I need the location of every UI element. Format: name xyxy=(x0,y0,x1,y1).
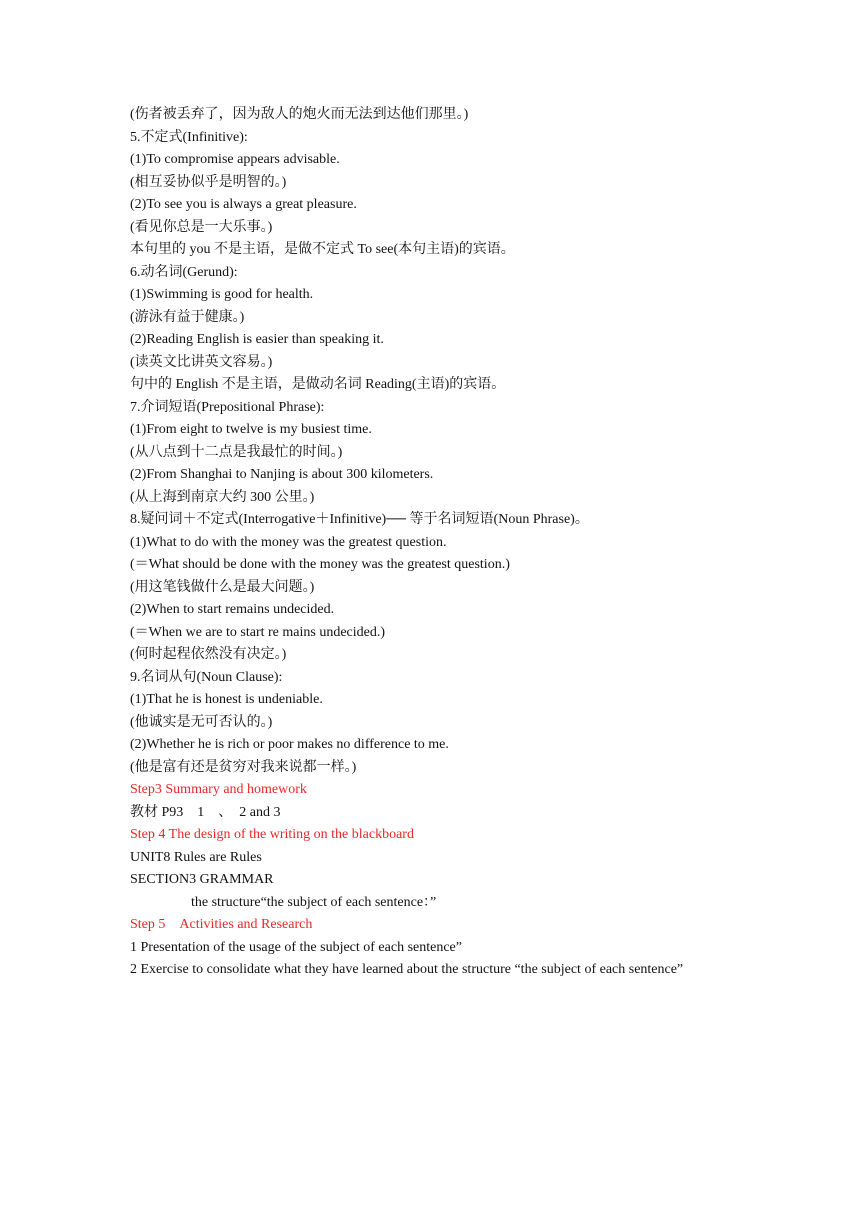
document-line: (1)That he is honest is undeniable. xyxy=(130,692,323,707)
document-line: 8.疑问词＋不定式(Interrogative＋Infinitive)── 等于名词短语(Noun Phrase)。 xyxy=(130,512,589,527)
step-heading: Step 5 Activities and Research xyxy=(130,917,313,932)
document-line: (1)To compromise appears advisable. xyxy=(130,152,340,167)
document-line: 9.名词从句(Noun Clause): xyxy=(130,669,283,685)
document-line: 6.动名词(Gerund): xyxy=(130,264,238,280)
document-line: (2)When to start remains undecided. xyxy=(130,602,335,617)
document-body xyxy=(130,104,830,982)
document-line: 2 Exercise to consolidate what they have learned about the structure “the subject of each sentence” xyxy=(130,962,684,977)
document-line: (读英文比讲英文容易。) xyxy=(130,354,273,370)
document-line: (游泳有益于健康。) xyxy=(130,309,245,325)
document-line: (＝What should be done with the money was the greatest question.) xyxy=(130,557,510,572)
document-line: SECTION3 GRAMMAR xyxy=(130,872,274,887)
document-line: UNIT8 Rules are Rules xyxy=(130,849,262,865)
blackboard-structure-line: the structure“the subject of each sentence：” xyxy=(191,894,437,910)
document-line: 5.不定式(Infinitive): xyxy=(130,129,248,145)
document-line: 教材 P93 1 、 2 and 3 xyxy=(130,804,281,820)
document-line: (伤者被丢弃了，因为敌人的炮火而无法到达他们那里。) xyxy=(130,107,469,122)
document-line: (从八点到十二点是我最忙的时间。) xyxy=(130,444,343,460)
document-line: (1)From eight to twelve is my busiest time. xyxy=(130,422,372,437)
document-line: (1)What to do with the money was the greatest question. xyxy=(130,534,447,550)
document-line: (2)From Shanghai to Nanjing is about 300 kilometers. xyxy=(130,467,434,482)
document-line: (2)To see you is always a great pleasure. xyxy=(130,197,357,212)
document-line: (相互妥协似乎是明智的。) xyxy=(130,174,287,190)
document-line: 1 Presentation of the usage of the subject of each sentence” xyxy=(130,939,462,955)
document-line: 7.介词短语(Prepositional Phrase): xyxy=(130,399,325,415)
document-line: (他是富有还是贫穷对我来说都一样。) xyxy=(130,759,357,775)
step-heading: Step 4 The design of the writing on the blackboard xyxy=(130,827,414,842)
document-line: 本句里的 you 不是主语，是做不定式 To see(本句主语)的宾语。 xyxy=(130,242,515,257)
document-line: (2)Reading English is easier than speaking it. xyxy=(130,332,384,347)
document-line: (1)Swimming is good for health. xyxy=(130,287,314,302)
document-line: (从上海到南京大约 300 公里。) xyxy=(130,489,315,505)
document-line: (＝When we are to start re mains undecided.) xyxy=(130,624,386,640)
document-line: (用这笔钱做什么是最大问题。) xyxy=(130,579,315,595)
document-line: (看见你总是一大乐事。) xyxy=(130,219,273,235)
document-line: 句中的 English 不是主语，是做动名词 Reading(主语)的宾语。 xyxy=(130,377,506,392)
document-line: (2)Whether he is rich or poor makes no difference to me. xyxy=(130,737,449,752)
document-line: (他诚实是无可否认的。) xyxy=(130,714,273,730)
document-line: (何时起程依然没有决定。) xyxy=(130,647,287,662)
step-heading: Step3 Summary and homework xyxy=(130,782,307,797)
